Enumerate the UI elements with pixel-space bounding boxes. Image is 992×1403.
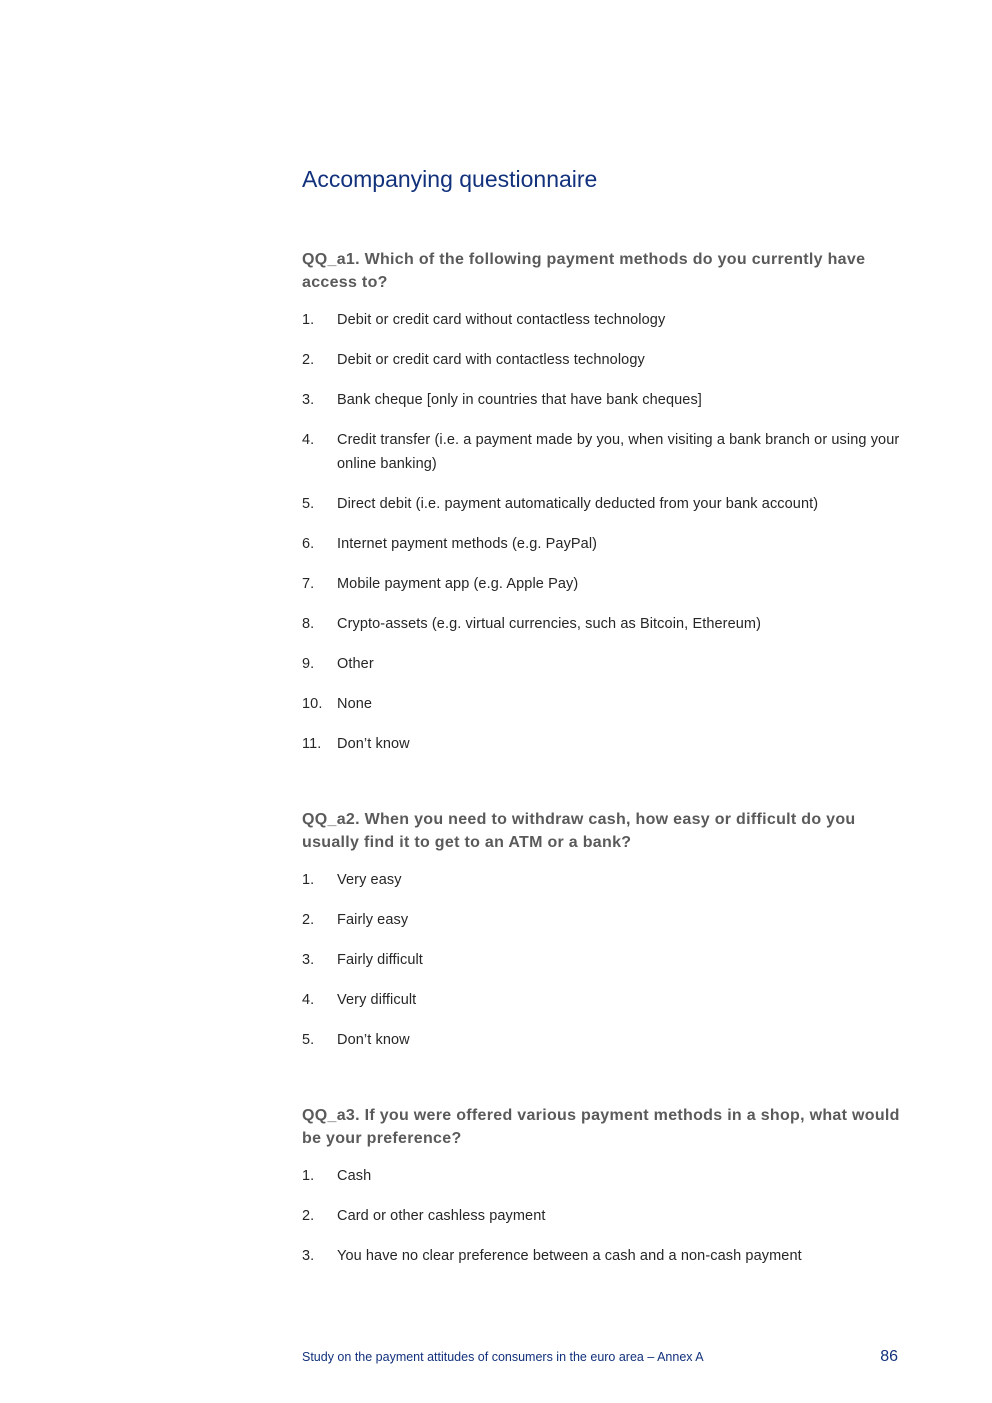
option-number: 2. <box>302 1208 315 1224</box>
option-number: 5. <box>302 1032 315 1048</box>
footer-text: Study on the payment attitudes of consumers in the euro area – Annex A <box>302 1350 704 1364</box>
option-label: Credit transfer (i.e. a payment made by you, when visiting a bank branch or using your online banking) <box>337 432 900 472</box>
question-text: QQ_a1. Which of the following payment methods do you currently have access to? <box>302 251 866 291</box>
question-qq-a2 <box>302 808 902 1068</box>
option-number: 11. <box>302 736 322 752</box>
answer-option <box>302 612 902 636</box>
option-label: Bank cheque [only in countries that have bank cheques] <box>337 392 702 408</box>
option-label: Card or other cashless payment <box>337 1208 546 1224</box>
page-title: Accompanying questionnaire <box>302 166 598 192</box>
answer-options <box>302 868 902 1052</box>
option-label: Fairly difficult <box>337 952 423 968</box>
option-number: 6. <box>302 536 315 552</box>
option-label: Internet payment methods (e.g. PayPal) <box>337 536 598 552</box>
option-number: 1. <box>302 312 315 328</box>
answer-option <box>302 1244 902 1268</box>
option-label: Mobile payment app (e.g. Apple Pay) <box>337 576 579 592</box>
option-number: 2. <box>302 352 315 368</box>
option-number: 2. <box>302 912 315 928</box>
answer-option <box>302 988 902 1012</box>
question-qq-a3 <box>302 1104 902 1284</box>
option-number: 4. <box>302 992 315 1008</box>
answer-option <box>302 868 902 892</box>
option-number: 1. <box>302 872 315 888</box>
option-number: 7. <box>302 576 315 592</box>
option-number: 3. <box>302 1248 315 1264</box>
option-number: 8. <box>302 616 315 632</box>
answer-option <box>302 492 902 516</box>
answer-option <box>302 1204 902 1228</box>
answer-option <box>302 908 902 932</box>
option-label: Debit or credit card without contactless technology <box>337 312 666 328</box>
answer-option <box>302 532 902 556</box>
answer-options <box>302 308 902 756</box>
answer-option <box>302 948 902 972</box>
answer-option <box>302 348 902 372</box>
option-number: 3. <box>302 952 315 968</box>
option-label: Fairly easy <box>337 912 409 928</box>
option-label: Crypto-assets (e.g. virtual currencies, such as Bitcoin, Ethereum) <box>337 616 762 632</box>
option-label: Cash <box>337 1168 372 1184</box>
option-label: None <box>337 696 373 712</box>
answer-option <box>302 1028 902 1052</box>
option-number: 9. <box>302 656 315 672</box>
answer-option <box>302 652 902 676</box>
answer-option <box>302 388 902 412</box>
page-footer <box>302 1348 898 1366</box>
answer-option <box>302 428 902 476</box>
answer-option <box>302 572 902 596</box>
option-label: Direct debit (i.e. payment automatically deducted from your bank account) <box>337 496 819 512</box>
answer-option <box>302 1164 902 1188</box>
option-number: 4. <box>302 432 315 448</box>
option-number: 3. <box>302 392 315 408</box>
option-label: Very difficult <box>337 992 417 1008</box>
option-label: Debit or credit card with contactless technology <box>337 352 645 368</box>
option-number: 5. <box>302 496 315 512</box>
question-qq-a1 <box>302 248 902 772</box>
question-text: QQ_a3. If you were offered various payment methods in a shop, what would be your preference? <box>302 1107 900 1147</box>
page-number: 86 <box>880 1348 898 1365</box>
answer-option <box>302 308 902 332</box>
option-number: 10. <box>302 696 323 712</box>
question-text: QQ_a2. When you need to withdraw cash, how easy or difficult do you usually find it to get to an ATM or a bank? <box>302 811 856 851</box>
option-label: You have no clear preference between a cash and a non-cash payment <box>337 1248 802 1264</box>
option-label: Don’t know <box>337 736 410 752</box>
option-label: Don’t know <box>337 1032 410 1048</box>
option-number: 1. <box>302 1168 315 1184</box>
answer-option <box>302 732 902 756</box>
answer-option <box>302 692 902 716</box>
answer-options <box>302 1164 902 1268</box>
option-label: Very easy <box>337 872 402 888</box>
option-label: Other <box>337 656 374 672</box>
